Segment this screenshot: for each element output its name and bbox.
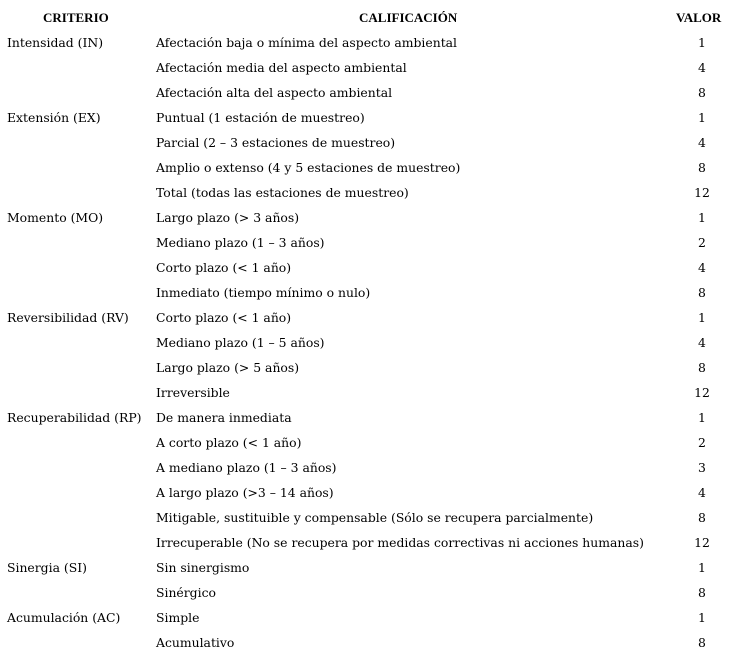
valor-cell: 4 <box>698 260 706 275</box>
valor-cell: 1 <box>698 110 706 125</box>
calificacion-cell: Sinérgico <box>156 585 216 600</box>
table-row <box>0 505 735 530</box>
calificacion-cell: Simple <box>156 610 200 625</box>
header-calificacion: CALIFICACIÓN <box>359 10 458 25</box>
valor-cell: 8 <box>698 160 706 175</box>
table-row <box>0 580 735 605</box>
table-row <box>0 230 735 255</box>
valor-cell: 8 <box>698 635 706 650</box>
calificacion-cell: Mediano plazo (1 – 3 años) <box>156 235 325 250</box>
valor-cell: 12 <box>694 385 710 400</box>
calificacion-cell: Afectación alta del aspecto ambiental <box>156 85 393 100</box>
table-header <box>0 8 735 28</box>
table-row <box>0 305 735 330</box>
calificacion-cell: Inmediato (tiempo mínimo o nulo) <box>156 285 371 300</box>
table-row <box>0 155 735 180</box>
table-row <box>0 255 735 280</box>
table-row <box>0 55 735 80</box>
table-row <box>0 205 735 230</box>
calificacion-cell: Irrecuperable (No se recupera por medidas correctivas ni acciones humanas) <box>156 535 644 550</box>
table-row <box>0 330 735 355</box>
table-row <box>0 555 735 580</box>
criterio-cell: Intensidad (IN) <box>7 35 104 50</box>
valor-cell: 3 <box>698 460 706 475</box>
valor-cell: 4 <box>698 60 706 75</box>
table-row <box>0 355 735 380</box>
valor-cell: 1 <box>698 310 706 325</box>
table-row <box>0 80 735 105</box>
criterio-cell: Sinergia (SI) <box>7 560 87 575</box>
calificacion-cell: Largo plazo (> 5 años) <box>156 360 300 375</box>
table-row <box>0 130 735 155</box>
valor-cell: 8 <box>698 285 706 300</box>
valor-cell: 12 <box>694 185 710 200</box>
table-row <box>0 280 735 305</box>
calificacion-cell: De manera inmediata <box>156 410 292 425</box>
valor-cell: 1 <box>698 410 706 425</box>
calificacion-cell: Mediano plazo (1 – 5 años) <box>156 335 325 350</box>
calificacion-cell: A mediano plazo (1 – 3 años) <box>156 460 337 475</box>
calificacion-cell: A corto plazo (< 1 año) <box>156 435 302 450</box>
calificacion-cell: Afectación media del aspecto ambiental <box>156 60 407 75</box>
valor-cell: 12 <box>694 535 710 550</box>
calificacion-cell: Total (todas las estaciones de muestreo) <box>156 185 409 200</box>
valor-cell: 2 <box>698 235 706 250</box>
valor-cell: 8 <box>698 510 706 525</box>
calificacion-cell: Corto plazo (< 1 año) <box>156 310 292 325</box>
calificacion-cell: A largo plazo (>3 – 14 años) <box>156 485 334 500</box>
header-valor: VALOR <box>676 10 722 25</box>
calificacion-cell: Parcial (2 – 3 estaciones de muestreo) <box>156 135 396 150</box>
header-criterio: CRITERIO <box>43 10 109 25</box>
calificacion-cell: Afectación baja o mínima del aspecto ambiental <box>156 35 458 50</box>
valor-cell: 1 <box>698 560 706 575</box>
calificacion-cell: Sin sinergismo <box>156 560 250 575</box>
valor-cell: 8 <box>698 360 706 375</box>
calificacion-cell: Irreversible <box>156 385 230 400</box>
valor-cell: 1 <box>698 610 706 625</box>
table-row <box>0 180 735 205</box>
calificacion-cell: Mitigable, sustituible y compensable (Sólo se recupera parcialmente) <box>156 510 594 525</box>
valor-cell: 1 <box>698 35 706 50</box>
calificacion-cell: Corto plazo (< 1 año) <box>156 260 292 275</box>
valor-cell: 8 <box>698 585 706 600</box>
criterio-cell: Momento (MO) <box>7 210 104 225</box>
calificacion-cell: Amplio o extenso (4 y 5 estaciones de muestreo) <box>156 160 461 175</box>
table-row <box>0 105 735 130</box>
table-row <box>0 530 735 555</box>
criterio-cell: Reversibilidad (RV) <box>7 310 129 325</box>
valor-cell: 8 <box>698 85 706 100</box>
valor-cell: 2 <box>698 435 706 450</box>
valor-cell: 4 <box>698 135 706 150</box>
table-row <box>0 455 735 480</box>
table-row <box>0 30 735 55</box>
criterio-cell: Acumulación (AC) <box>7 610 121 625</box>
criterio-cell: Recuperabilidad (RP) <box>7 410 142 425</box>
table-row <box>0 430 735 455</box>
valor-cell: 4 <box>698 335 706 350</box>
table-row <box>0 480 735 505</box>
calificacion-cell: Puntual (1 estación de muestreo) <box>156 110 365 125</box>
valor-cell: 4 <box>698 485 706 500</box>
table-row <box>0 605 735 630</box>
calificacion-cell: Largo plazo (> 3 años) <box>156 210 300 225</box>
criteria-table <box>0 30 735 655</box>
criterio-cell: Extensión (EX) <box>7 110 101 125</box>
table-row <box>0 380 735 405</box>
calificacion-cell: Acumulativo <box>156 635 235 650</box>
table-row <box>0 405 735 430</box>
table-row <box>0 630 735 655</box>
valor-cell: 1 <box>698 210 706 225</box>
